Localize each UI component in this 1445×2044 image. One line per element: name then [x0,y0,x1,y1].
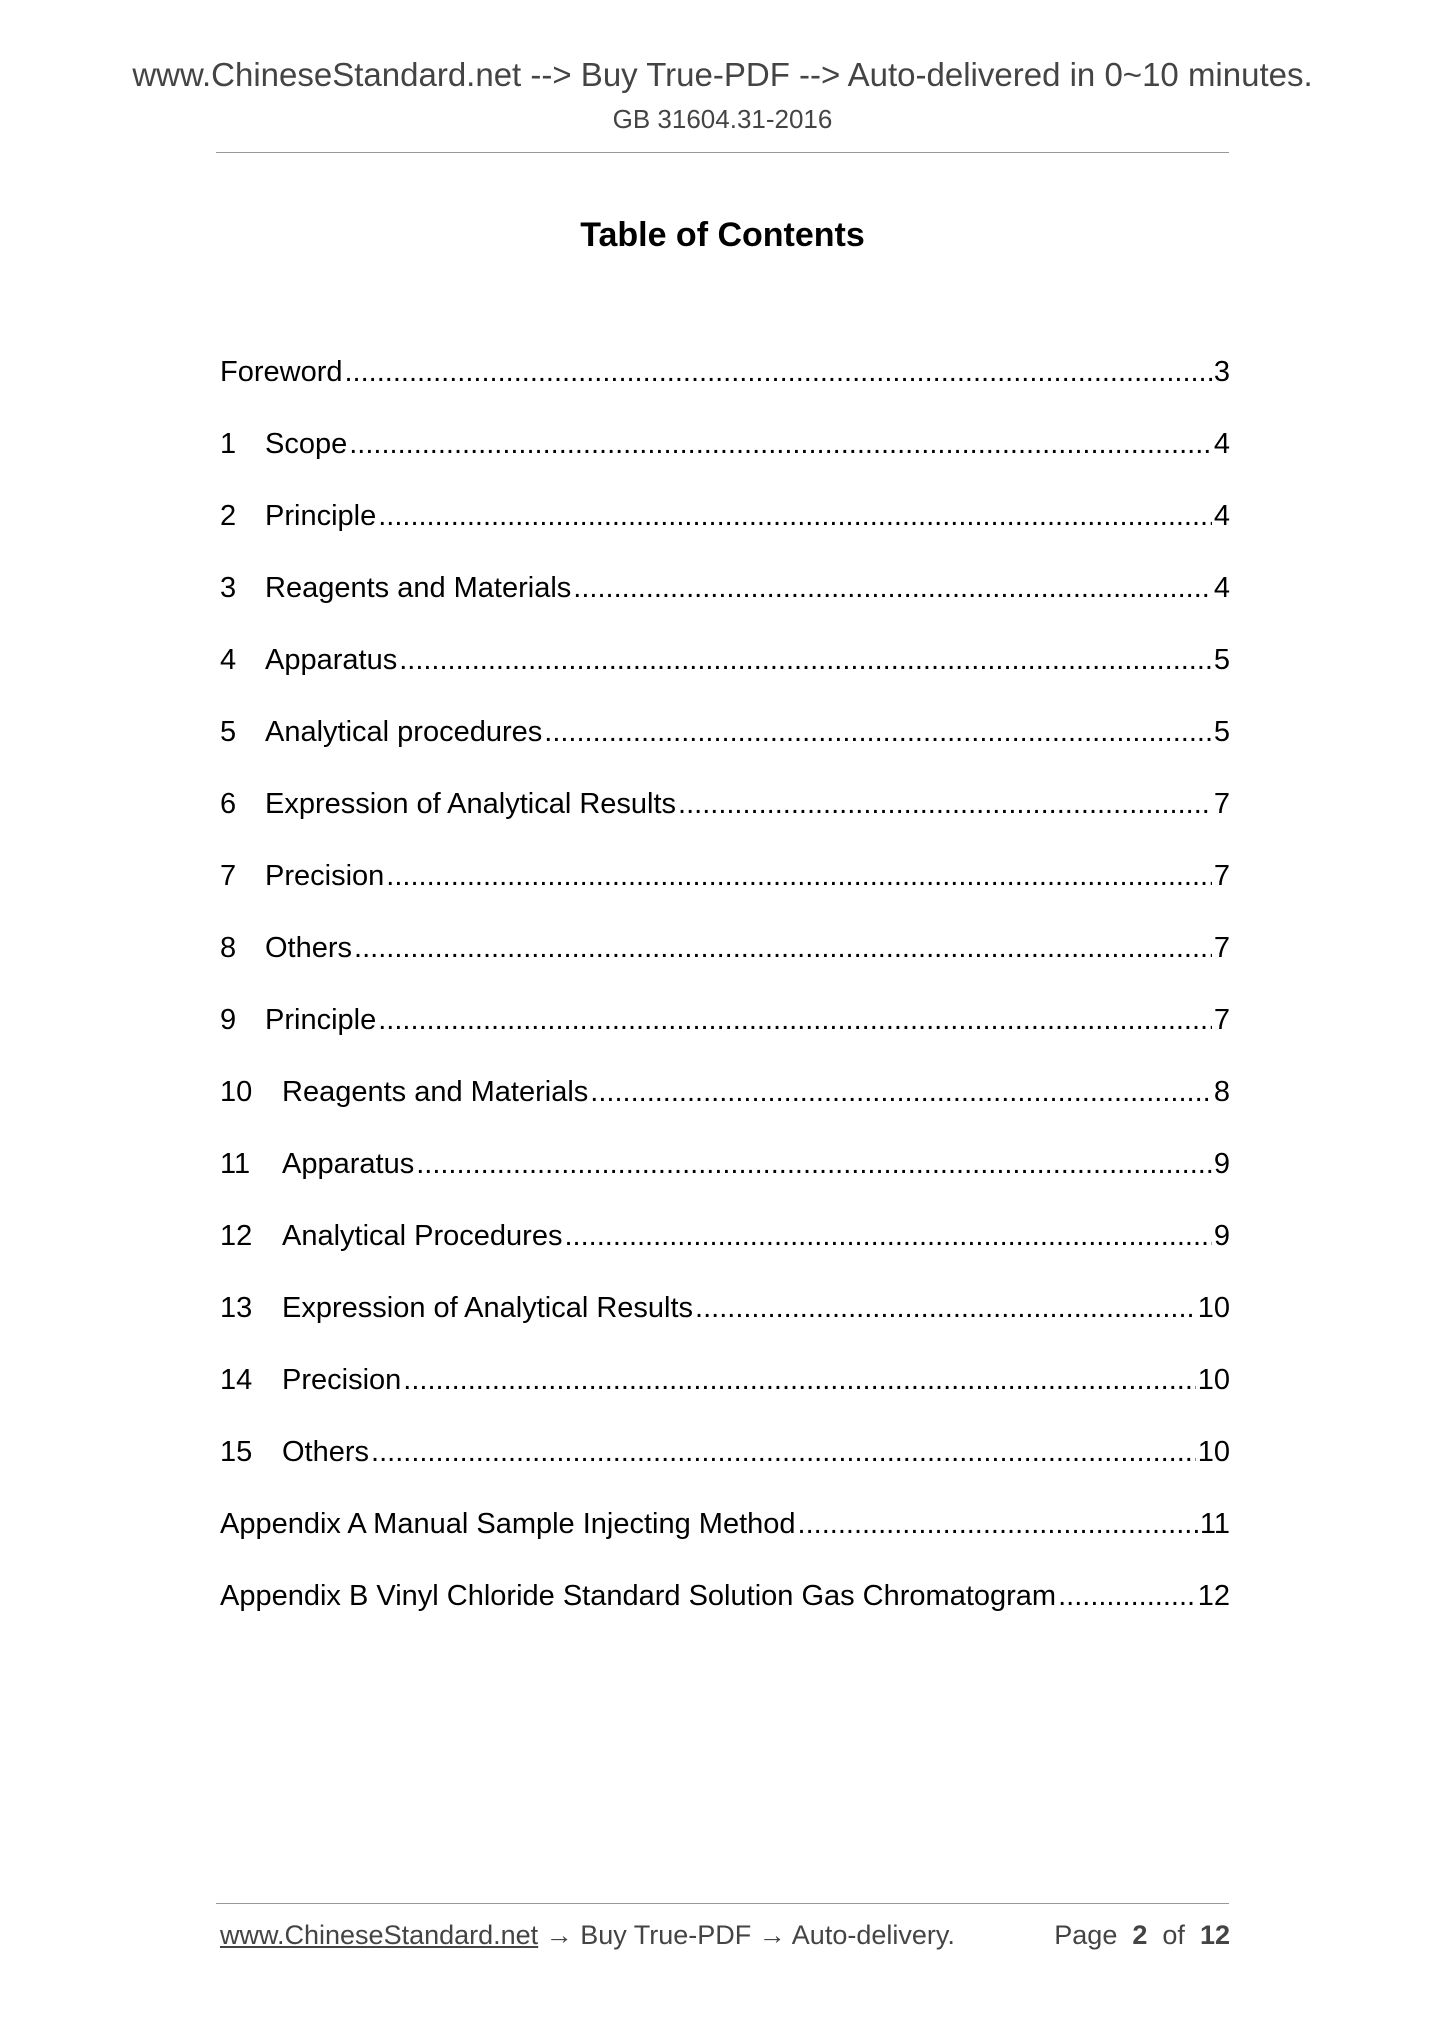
toc-section-number: 2 [220,500,237,532]
page-word: Page [1054,1920,1118,1950]
toc-page-number: 4 [1213,572,1230,604]
toc-section-number: 6 [220,788,237,820]
toc-section-number: 4 [220,644,237,676]
toc-entry-label [220,498,376,534]
toc-entry-label [220,1146,414,1182]
toc-page-number: 7 [1213,932,1230,964]
current-page: 2 [1132,1920,1148,1950]
website-link[interactable]: www.ChineseStandard.net [220,1920,539,1950]
toc-entry-label [220,714,542,750]
toc-entry[interactable] [220,984,1230,1056]
toc-entry-label [220,1434,369,1470]
toc-section-title: Apparatus [282,1148,415,1180]
toc-entry-label [220,1290,693,1326]
toc-entry[interactable] [220,1344,1230,1416]
toc-entry-label [220,858,384,894]
arrow-icon: → [758,1920,786,1950]
toc-page-number: 7 [1213,860,1230,892]
toc-page-number: 4 [1213,500,1230,532]
of-word: of [1162,1920,1185,1950]
toc-entry-label [220,642,397,678]
toc-entry[interactable] [220,1200,1230,1272]
toc-dot-leader [416,1146,1212,1182]
toc-dot-leader [678,786,1212,822]
toc-title: Table of Contents [580,216,865,254]
toc-section-title: Precision [282,1364,402,1396]
toc-section-title: Appendix B Vinyl Chloride Standard Solution Gas Chromatogram [220,1580,1057,1612]
toc-dot-leader [371,1434,1196,1470]
toc-section-number: 5 [220,716,237,748]
toc-section-title: Principle [265,1004,377,1036]
toc-section-title: Appendix A Manual Sample Injecting Method [220,1508,796,1540]
toc-section-title: Analytical Procedures [282,1220,563,1252]
toc-dot-leader [345,354,1212,390]
footer-delivery-text: Auto-delivery. [791,1920,955,1950]
toc-entry[interactable] [220,912,1230,984]
toc-section-number: 13 [220,1292,253,1324]
toc-dot-leader [349,426,1212,462]
toc-dot-leader [354,930,1212,966]
toc-section-title: Precision [265,860,385,892]
toc-entry-label [220,570,571,606]
toc-page-number: 12 [1197,1580,1230,1612]
toc-dot-leader [378,1002,1212,1038]
toc-dot-leader [378,498,1212,534]
toc-section-title: Reagents and Materials [265,572,572,604]
toc-section-title: Analytical procedures [265,716,543,748]
header-banner-text: www.ChineseStandard.net --> Buy True-PDF --> Auto-delivered in 0~10 minutes. [132,56,1313,93]
toc-entry[interactable] [220,840,1230,912]
toc-page-number: 8 [1213,1076,1230,1108]
toc-entry[interactable] [220,1560,1230,1632]
toc-page-number: 5 [1213,644,1230,676]
toc-section-title: Reagents and Materials [282,1076,589,1108]
toc-entry[interactable] [220,624,1230,696]
toc-section-number: 9 [220,1004,237,1036]
toc-entry-label [220,426,347,462]
toc-entry-label [220,1218,562,1254]
toc-page-number: 5 [1213,716,1230,748]
toc-entry-label [220,1506,796,1542]
table-of-contents [220,336,1230,1632]
toc-entry-label [220,354,343,390]
toc-page-number: 11 [1199,1508,1230,1540]
toc-page-number: 3 [1213,356,1230,388]
toc-entry-label [220,1578,1056,1614]
toc-section-title: Principle [265,500,377,532]
toc-dot-leader [564,1218,1211,1254]
toc-entry[interactable] [220,1056,1230,1128]
footer-buy-text: Buy True-PDF [580,1920,752,1950]
toc-section-title: Apparatus [265,644,398,676]
total-pages: 12 [1199,1920,1230,1950]
toc-dot-leader [695,1290,1196,1326]
toc-entry-label [220,1074,588,1110]
toc-entry[interactable] [220,696,1230,768]
toc-section-number: 7 [220,860,237,892]
toc-section-number: 8 [220,932,237,964]
toc-page-number: 9 [1213,1148,1230,1180]
toc-section-number: 10 [220,1076,253,1108]
toc-dot-leader [386,858,1212,894]
toc-page-number: 7 [1213,788,1230,820]
toc-entry[interactable] [220,1272,1230,1344]
toc-entry[interactable] [220,552,1230,624]
toc-section-number: 1 [220,428,237,460]
toc-section-title: Others [282,1436,370,1468]
toc-dot-leader [544,714,1212,750]
toc-dot-leader [573,570,1212,606]
toc-entry-label [220,1362,401,1398]
toc-section-number: 15 [220,1436,253,1468]
toc-entry[interactable] [220,1488,1230,1560]
page-number [1054,1920,1230,1951]
header-divider [216,152,1229,153]
toc-section-title: Others [265,932,353,964]
footer-promo [220,1920,955,1951]
toc-page-number: 10 [1197,1292,1230,1324]
toc-page-number: 4 [1213,428,1230,460]
toc-page-number: 10 [1197,1364,1230,1396]
toc-entry-label [220,930,352,966]
toc-entry[interactable] [220,480,1230,552]
toc-entry[interactable] [220,768,1230,840]
toc-entry[interactable] [220,1416,1230,1488]
toc-section-title: Scope [265,428,348,460]
page-footer [220,1920,1230,1960]
toc-page-number: 10 [1197,1436,1230,1468]
toc-page-number: 7 [1213,1004,1230,1036]
toc-entry[interactable] [220,408,1230,480]
standard-number: GB 31604.31-2016 [612,104,833,134]
toc-dot-leader [590,1074,1212,1110]
footer-divider [216,1903,1229,1904]
toc-section-title: Expression of Analytical Results [265,788,677,820]
toc-section-number: 12 [220,1220,253,1252]
toc-entry[interactable] [220,1128,1230,1200]
toc-entry-label [220,786,676,822]
toc-entry-label [220,1002,376,1038]
toc-section-title: Expression of Analytical Results [282,1292,694,1324]
toc-dot-leader [403,1362,1195,1398]
toc-page-number: 9 [1213,1220,1230,1252]
toc-dot-leader [399,642,1212,678]
toc-entry[interactable] [220,336,1230,408]
toc-section-number: 11 [220,1148,251,1180]
toc-dot-leader [798,1506,1198,1542]
arrow-icon: → [545,1920,573,1950]
toc-section-title: Foreword [220,356,343,388]
toc-section-number: 14 [220,1364,253,1396]
toc-dot-leader [1058,1578,1196,1614]
toc-section-number: 3 [220,572,237,604]
